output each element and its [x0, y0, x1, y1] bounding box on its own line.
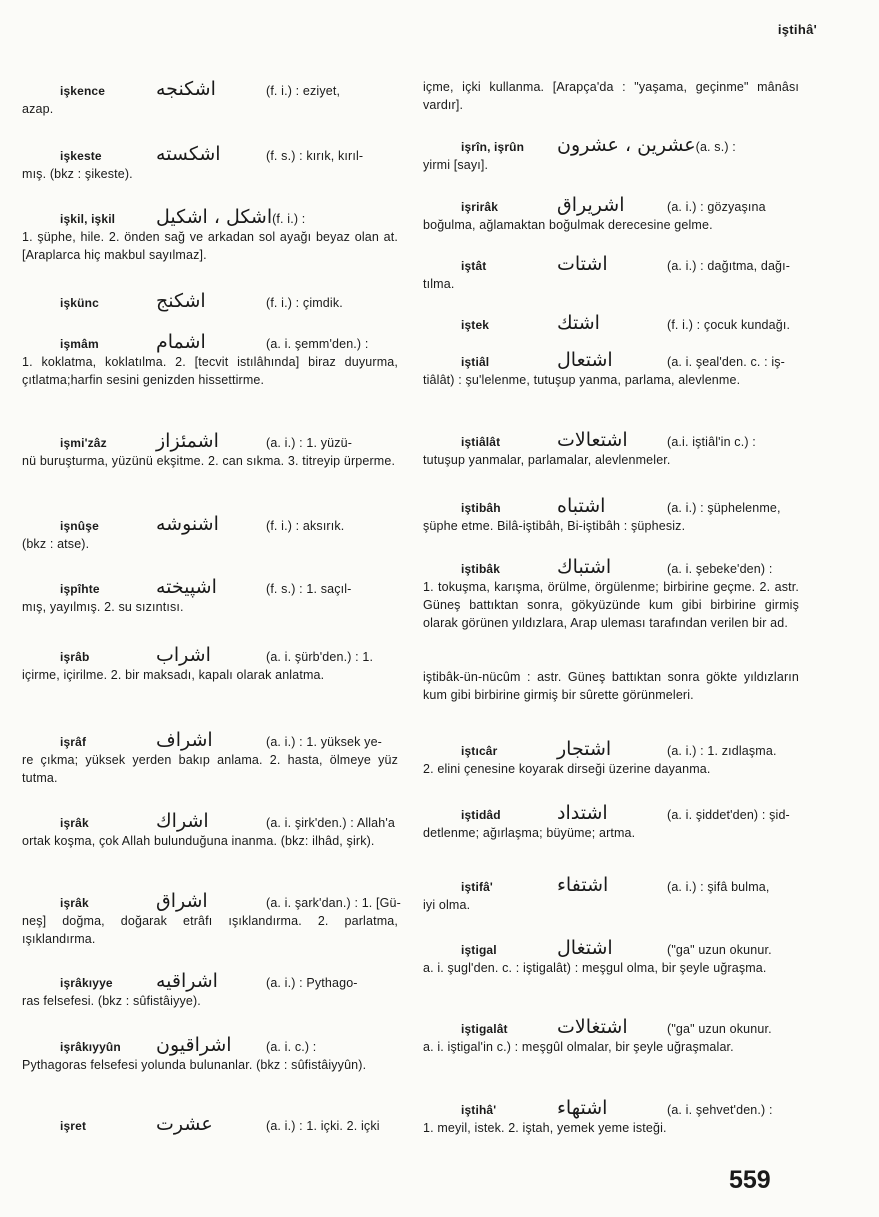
entry-heading-line [423, 1018, 799, 1038]
grammar-tag: (a. i.) : 1. yüzü- [266, 436, 353, 450]
headword: işrâb [60, 650, 90, 664]
grammar-tag: (a. i. şark'dan.) : 1. [Gü- [266, 896, 401, 910]
definition-text: (bkz : atse). [22, 537, 90, 551]
dictionary-entry [22, 145, 398, 183]
grammar-tag: (a. i. şürb'den.) : 1. [266, 650, 374, 664]
dictionary-entry [423, 740, 799, 778]
headword: işnûşe [60, 519, 99, 533]
entry-heading-line [22, 972, 398, 992]
headword: iştibâk [461, 562, 501, 576]
grammar-tag: (a. i.) : gözyaşına [667, 200, 766, 214]
arabic-script: اشتغال [557, 937, 613, 959]
headword: iştifâ' [461, 880, 493, 894]
dictionary-entry [423, 668, 799, 704]
entry-heading-line [423, 876, 799, 896]
headword: işrâk [60, 816, 89, 830]
grammar-tag: (a. i. şiddet'den) : şid- [667, 808, 790, 822]
definition-text: 1. tokuşma, karışma, örülme, örgülenme; birbirine geçme. 2. astr. Güneş battıktan sonra, gökyüzünde kum gibi birbirine girmiş olarak görünen yıldızlara, Arap uleması tarafından verilen bir ad. [423, 580, 799, 630]
headword: işkeste [60, 149, 102, 163]
definition-text: tutuşup yanmalar, parlamalar, alevlenmeler. [423, 453, 671, 467]
entry-heading-line [22, 731, 398, 751]
entry-heading-line [423, 558, 799, 578]
definition-text: a. i. iştigal'in c.) : meşgûl olmalar, bir şeyle uğraşmalar. [423, 1040, 734, 1054]
headword: işkil, işkil [60, 212, 116, 226]
headword: iştibâh [461, 501, 501, 515]
definition-text: a. i. şugl'den. c. : iştigalât) : meşgul olma, bir şeyle uğraşma. [423, 961, 767, 975]
headword: işrîn, işrûn [461, 140, 525, 154]
arabic-script: اشكل ، اشكيل [156, 206, 273, 228]
grammar-tag: (f. i.) : aksırık. [266, 519, 345, 533]
dictionary-entry [423, 1018, 799, 1056]
headword: iştıcâr [461, 744, 498, 758]
definition-text: şüphe etme. Bilâ-iştibâh, Bi-iştibâh : şüphesiz. [423, 519, 686, 533]
dictionary-entry [423, 558, 799, 632]
arabic-script: اشتك [557, 312, 600, 334]
entry-heading-line [22, 812, 398, 832]
definition-text: içme, içki kullanma. [Arapça'da : "yaşama, geçinme" mânâsı vardır]. [423, 80, 799, 112]
arabic-script: اشتداد [557, 802, 608, 824]
dictionary-entry [22, 1115, 398, 1135]
dictionary-entry [22, 812, 398, 850]
definition-text: iştibâk-ün-nücûm : astr. Güneş battıktan sonra gökte yıldızların kum gibi birbirine girmiş bir sûrette görünmeleri. [423, 670, 799, 702]
definition-text: mış. (bkz : şikeste). [22, 167, 133, 181]
dictionary-entry [423, 255, 799, 293]
arabic-script: اشكنجه [156, 78, 216, 100]
headword: işrâkıyyûn [60, 1040, 121, 1054]
arabic-script: اشمام [156, 331, 206, 353]
headword: işmi'zâz [60, 436, 107, 450]
headword: iştât [461, 259, 487, 273]
definition-text: 1. meyil, istek. 2. iştah, yemek yeme isteği. [423, 1121, 667, 1135]
dictionary-entry [22, 515, 398, 553]
entry-heading-line [423, 740, 799, 760]
entry-heading-line [22, 890, 401, 912]
entry-heading-line [423, 497, 799, 517]
entry-heading-line [423, 351, 799, 371]
arabic-script: اشنوشه [156, 513, 219, 535]
entry-heading-line [423, 431, 799, 451]
dictionary-entry [22, 890, 401, 948]
definition-text: nü buruşturma, yüzünü ekşitme. 2. can sıkma. 3. titreyip ürperme. [22, 454, 396, 468]
definition-text: ortak koşma, çok Allah bulunduğuna inanma. (bkz: ilhâd, şirk). [22, 834, 375, 848]
arabic-script: اشريراق [557, 194, 625, 216]
dictionary-entry [423, 431, 799, 469]
arabic-script: اشكنج [156, 290, 206, 312]
headword: iştigal [461, 943, 497, 957]
dictionary-entry [22, 292, 398, 312]
dictionary-entry [423, 196, 799, 234]
grammar-tag: (a. i.) : şifâ bulma, [667, 880, 770, 894]
headword: işkence [60, 84, 106, 98]
entry-heading-line [22, 145, 398, 165]
grammar-tag: (a. i.) : 1. içki. 2. içki [266, 1119, 380, 1133]
entry-heading-line [423, 804, 799, 824]
entry-heading-line [22, 432, 398, 452]
definition-text: yirmi [sayı]. [423, 158, 489, 172]
headword: işrirâk [461, 200, 499, 214]
definition-text: tılma. [423, 277, 455, 291]
definition-text: azap. [22, 102, 54, 116]
arabic-script: عشرين ، عشرون [557, 134, 696, 156]
definition-text: 1. şüphe, hile. 2. önden sağ ve arkadan sol ayağı beyaz olan at. [Araplarca hiç makbul sayılmaz]. [22, 230, 398, 262]
running-header: iştihâ' [777, 22, 817, 37]
dictionary-entry [22, 972, 398, 1010]
definition-text: re çıkma; yüksek yerden bakıp anlama. 2. hasta, ölmeye yüz tutma. [22, 753, 398, 785]
arabic-script: اشتعال [557, 349, 613, 371]
entry-heading-line [22, 208, 398, 228]
arabic-script: اشپيخته [156, 576, 217, 598]
grammar-tag: (a. i. şehvet'den.) : [667, 1103, 773, 1117]
headword: işpîhte [60, 582, 100, 596]
grammar-tag: (a. i. şirk'den.) : Allah'a [266, 816, 396, 830]
entry-heading-line [22, 1036, 398, 1056]
arabic-script: اشراقيون [156, 1034, 232, 1056]
arabic-script: اشتجار [557, 738, 612, 760]
grammar-tag: ("ga" uzun okunur. [667, 1022, 772, 1036]
entry-heading-line [423, 255, 799, 275]
definition-text: boğulma, ağlamaktan boğulmak derecesine gelme. [423, 218, 713, 232]
dictionary-entry [22, 80, 398, 118]
entry-heading-line [423, 1099, 799, 1119]
dictionary-entry [22, 646, 398, 684]
definition-text: iyi olma. [423, 898, 471, 912]
definition-text: ras felsefesi. (bkz : sûfistâiyye). [22, 994, 201, 1008]
dictionary-entry [423, 351, 799, 389]
arabic-script: اشتغالات [557, 1016, 628, 1038]
definition-text: 1. koklatma, koklatılma. 2. [tecvit istılâhında] biraz duyurma, çıtlatma;harfin sesini genizden hissettirme. [22, 355, 398, 387]
grammar-tag: (f. s.) : 1. saçıl- [266, 582, 352, 596]
arabic-script: اشراف [156, 729, 213, 751]
grammar-tag: (f. i.) : [272, 212, 306, 226]
headword: iştiâl [461, 355, 490, 369]
dictionary-entry [22, 432, 398, 470]
arabic-script: اشتات [557, 253, 608, 275]
arabic-script: اشراب [156, 644, 211, 666]
definition-text: içirme, içirilme. 2. bir maksadı, kapalı olarak anlatma. [22, 668, 325, 682]
definition-text: mış, yayılmış. 2. su sızıntısı. [22, 600, 184, 614]
arabic-script: اشمئزاز [156, 430, 219, 452]
arabic-script: اشتهاء [557, 1097, 608, 1119]
entry-heading-line [22, 515, 398, 535]
dictionary-entry [423, 136, 799, 174]
entry-heading-line [423, 136, 799, 156]
dictionary-entry [423, 314, 799, 334]
dictionary-entry [22, 578, 398, 616]
arabic-script: اشكسته [156, 143, 221, 165]
dictionary-entry [22, 1036, 398, 1074]
headword: işret [60, 1119, 87, 1133]
headword: iştek [461, 318, 490, 332]
dictionary-entry [22, 731, 398, 787]
grammar-tag: (a. i.) : Pythago- [266, 976, 358, 990]
entry-heading-line [22, 292, 398, 312]
page-number: 559 [729, 1166, 771, 1194]
entry-heading-line [22, 333, 398, 353]
dictionary-entry [423, 78, 799, 114]
dictionary-entry [423, 1099, 799, 1137]
arabic-script: اشتفاء [557, 874, 609, 896]
arabic-script: اشتعالات [557, 429, 628, 451]
definition-text: Pythagoras felsefesi yolunda bulunanlar. (bkz : sûfistâiyyûn). [22, 1058, 367, 1072]
dictionary-entry [423, 939, 799, 977]
headword: işrâkıyye [60, 976, 113, 990]
grammar-tag: (a. s.) : [695, 140, 736, 154]
grammar-tag: (a. i.) : dağıtma, dağı- [667, 259, 791, 273]
arabic-script: اشراك [156, 810, 209, 832]
entry-heading-line [22, 578, 398, 598]
dictionary-entry [423, 497, 799, 535]
definition-text: tiâlât) : şu'lelenme, tutuşup yanma, parlama, alevlenme. [423, 373, 741, 387]
dictionary-entry [22, 208, 398, 264]
arabic-script: اشراق [156, 890, 208, 912]
grammar-tag: (a.i. iştiâl'in c.) : [667, 435, 756, 449]
entry-heading-line [22, 1115, 398, 1135]
entry-heading-line [423, 314, 799, 334]
definition-text: 2. elini çenesine koyarak dirseği üzerine dayanma. [423, 762, 711, 776]
grammar-tag: (a. i. c.) : [266, 1040, 317, 1054]
definition-text: neş] doğma, doğarak etrâfı ışıklandırma. 2. parlatma, ışıklandırma. [22, 914, 398, 946]
grammar-tag: (f. i.) : çocuk kundağı. [667, 318, 791, 332]
grammar-tag: (f. i.) : çimdik. [266, 296, 343, 310]
grammar-tag: (f. i.) : eziyet, [266, 84, 341, 98]
grammar-tag: (a. i. şeal'den. c. : iş- [667, 355, 785, 369]
headword: iştidâd [461, 808, 501, 822]
headword: işrâf [60, 735, 87, 749]
arabic-script: اشتباه [557, 495, 606, 517]
grammar-tag: (a. i.) : 1. yüksek ye- [266, 735, 382, 749]
headword: işmâm [60, 337, 99, 351]
arabic-script: عشرت [156, 1113, 213, 1135]
grammar-tag: (a. i. şemm'den.) : [266, 337, 369, 351]
headword: iştihâ' [461, 1103, 497, 1117]
grammar-tag: ("ga" uzun okunur. [667, 943, 772, 957]
grammar-tag: (f. s.) : kırık, kırıl- [266, 149, 364, 163]
entry-heading-line [22, 646, 398, 666]
grammar-tag: (a. i. şebeke'den) : [667, 562, 773, 576]
arabic-script: اشراقيه [156, 970, 218, 992]
entry-heading-line [22, 80, 398, 100]
dictionary-entry [423, 876, 799, 914]
entry-heading-line [423, 196, 799, 216]
definition-text: detlenme; ağırlaşma; büyüme; artma. [423, 826, 636, 840]
headword: iştigalât [461, 1022, 508, 1036]
grammar-tag: (a. i.) : şüphelenme, [667, 501, 781, 515]
arabic-script: اشتباك [557, 556, 612, 578]
dictionary-entry [22, 333, 398, 389]
grammar-tag: (a. i.) : 1. zıdlaşma. [667, 744, 777, 758]
headword: iştiâlât [461, 435, 501, 449]
headword: işrâk [60, 896, 89, 910]
entry-heading-line [423, 939, 799, 959]
dictionary-entry [423, 804, 799, 842]
headword: işkünc [60, 296, 99, 310]
